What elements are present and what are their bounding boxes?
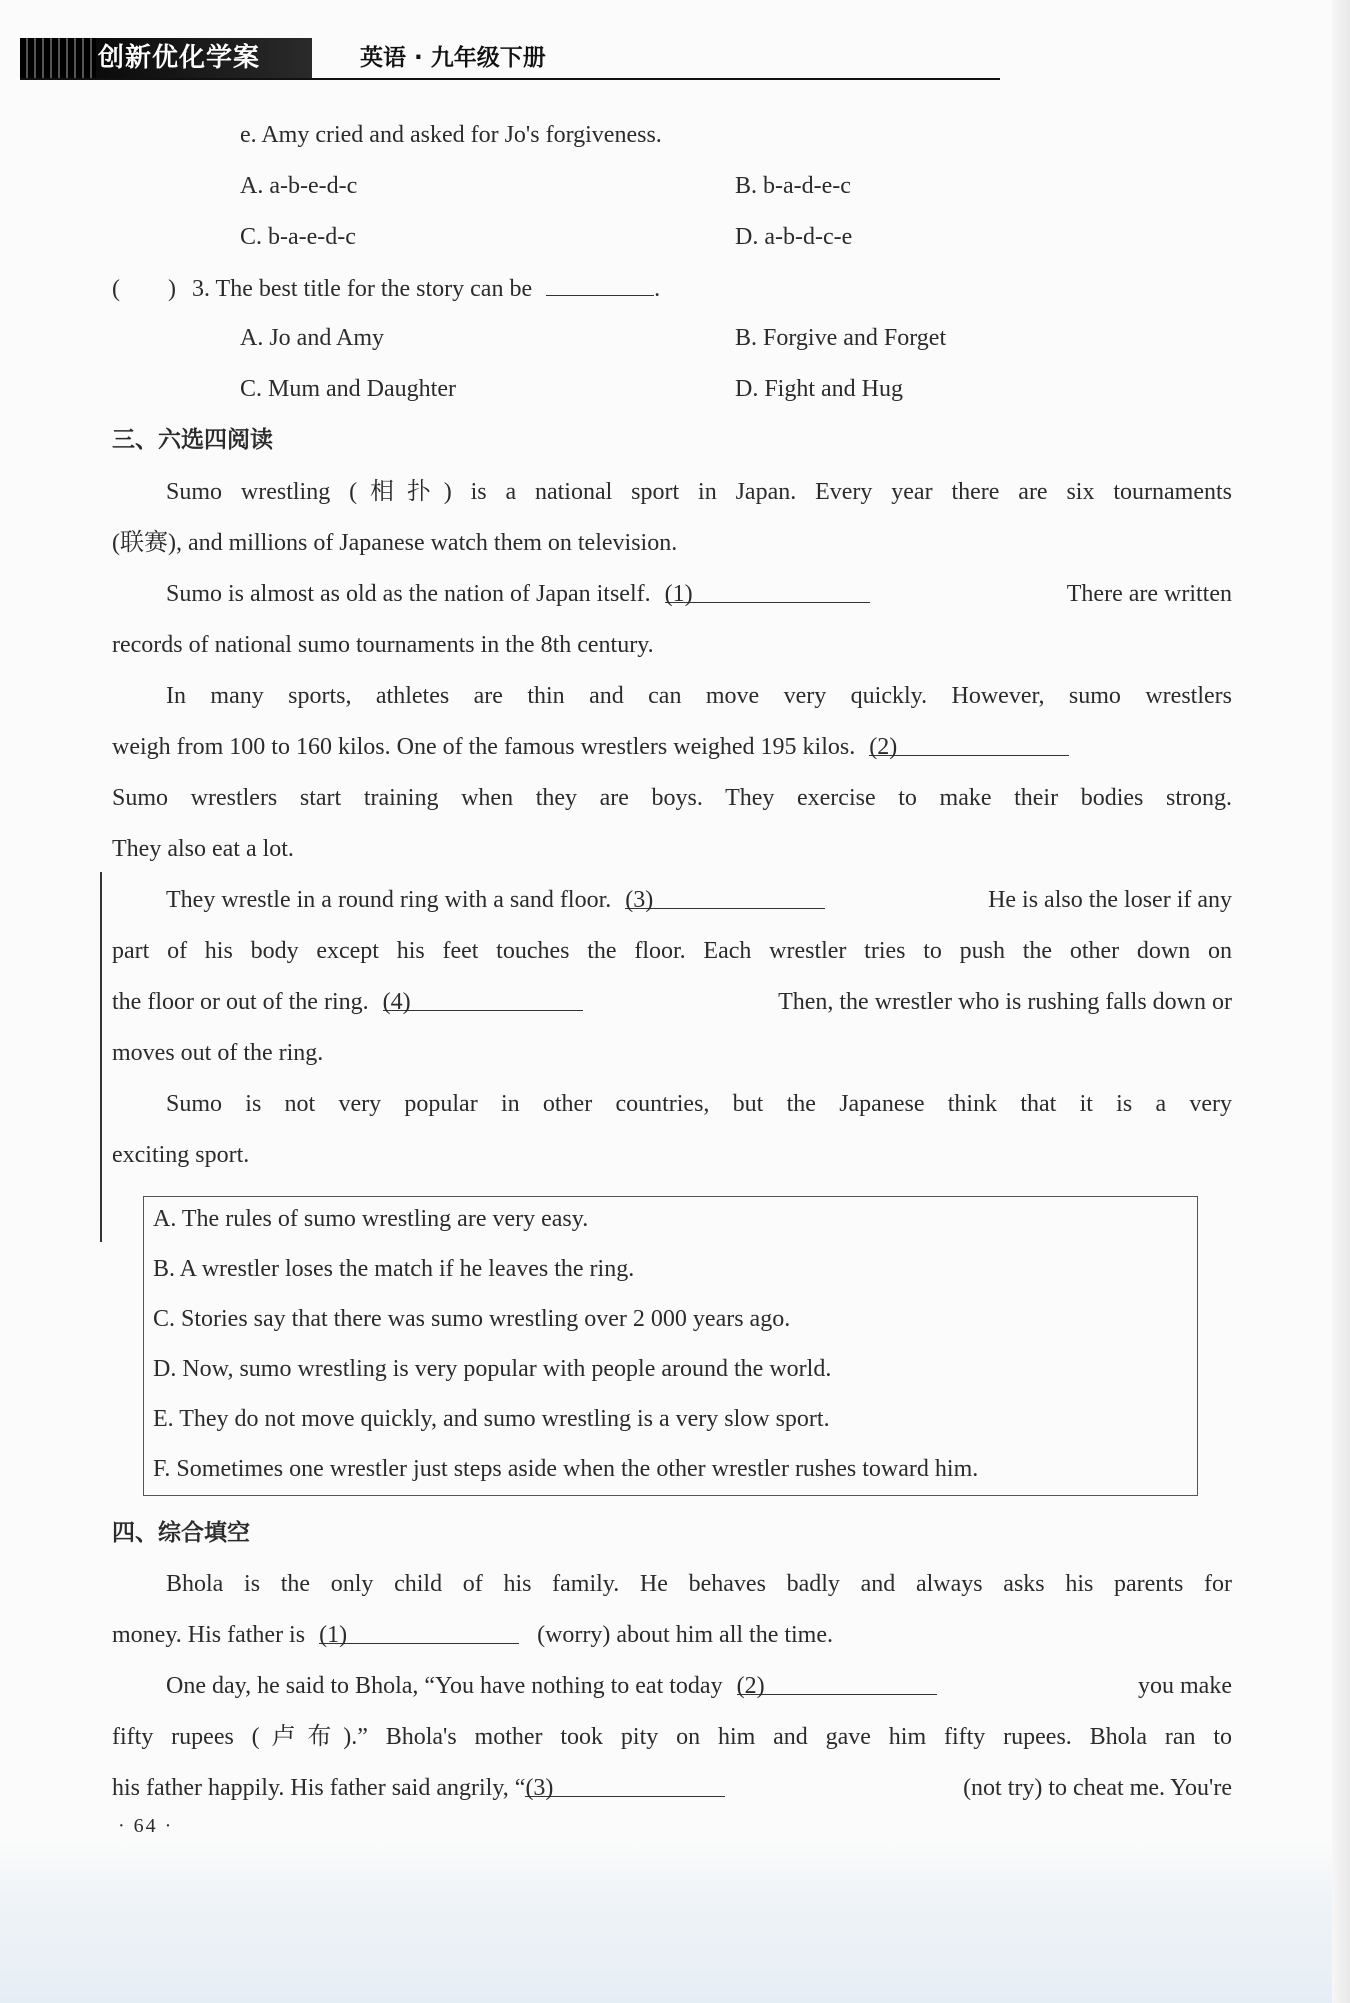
header-rule	[20, 78, 1000, 80]
q2-option-d: D. a-b-d-c-e	[735, 224, 853, 250]
para-text: the floor or out of the ring.	[112, 989, 369, 1015]
q3-stem	[112, 271, 660, 305]
para-line: Sumo wrestlers start training when they are boys. They exercise to make their bodies strong.	[112, 785, 1232, 811]
para-line	[166, 578, 1232, 610]
blank-number: (3)	[625, 887, 654, 913]
blank-1[interactable]	[319, 1619, 519, 1648]
para-line: Bhola is the only child of his family. He behaves badly and always asks his parents for	[166, 1571, 1232, 1597]
scan-shadow	[0, 1840, 1350, 2003]
para-text: weigh from 100 to 160 kilos. One of the famous wrestlers weighed 195 kilos.	[112, 734, 856, 760]
blank-2[interactable]	[869, 731, 1069, 760]
para-text: (not try) to cheat me. You're	[963, 1775, 1232, 1801]
q3-option-d: D. Fight and Hug	[735, 376, 903, 402]
para-line	[166, 884, 1232, 916]
para-text: They wrestle in a round ring with a sand floor.	[166, 887, 612, 913]
section-title: 三、六选四阅读	[112, 427, 273, 453]
blank-4[interactable]	[382, 986, 583, 1015]
blank-number: (3)	[525, 1775, 554, 1801]
page-edge	[1332, 0, 1350, 2003]
blank-number: (2)	[736, 1673, 765, 1699]
para-line: They also eat a lot.	[112, 836, 294, 862]
para-text: (worry) about him all the time.	[537, 1622, 833, 1648]
page-header	[20, 38, 1000, 80]
section-title: 四、综合填空	[112, 1520, 250, 1546]
q2-option-b: B. b-a-d-e-c	[735, 173, 851, 199]
para-line: Sumo wrestling (相扑) is a national sport in Japan. Every year there are six tournaments	[166, 479, 1232, 505]
blank-number: (1)	[319, 1622, 348, 1648]
q2-option-c: C. b-a-e-d-c	[240, 224, 356, 250]
option-c: C. Stories say that there was sumo wrestling over 2 000 years ago.	[153, 1306, 791, 1332]
q3-period: .	[654, 276, 661, 302]
q3-text: 3. The best title for the story can be	[191, 276, 533, 302]
para-text: One day, he said to Bhola, “You have nothing to eat today	[166, 1673, 723, 1699]
para-line: part of his body except his feet touches the floor. Each wrestler tries to push the other down on	[112, 938, 1232, 964]
brand-stripes	[20, 38, 96, 78]
q3-blank[interactable]	[546, 271, 654, 296]
para-line	[112, 1772, 1232, 1804]
blank-2[interactable]	[736, 1670, 937, 1699]
q3-option-b: B. Forgive and Forget	[735, 325, 947, 351]
margin-mark	[100, 872, 102, 1242]
option-e: E. They do not move quickly, and sumo wrestling is a very slow sport.	[153, 1406, 830, 1432]
para-text: There are written	[1066, 581, 1232, 607]
para-line: In many sports, athletes are thin and can move very quickly. However, sumo wrestlers	[166, 683, 1232, 709]
blank-3[interactable]	[525, 1772, 725, 1801]
blank-number: (1)	[664, 581, 693, 607]
para-text: Sumo is almost as old as the nation of Japan itself.	[166, 581, 651, 607]
para-line: (联赛), and millions of Japanese watch them on television.	[112, 530, 678, 556]
para-line: Sumo is not very popular in other countries, but the Japanese think that it is a very	[166, 1091, 1232, 1117]
para-line	[166, 1670, 1232, 1702]
para-line	[112, 1619, 833, 1651]
blank-1[interactable]	[664, 578, 870, 607]
q3-option-a: A. Jo and Amy	[240, 325, 384, 351]
para-line	[112, 731, 1232, 763]
option-a: A. The rules of sumo wrestling are very easy.	[153, 1206, 589, 1232]
para-line: moves out of the ring.	[112, 1040, 324, 1066]
para-text: you make	[1138, 1673, 1232, 1699]
para-text: Then, the wrestler who is rushing falls down or	[778, 989, 1232, 1015]
answer-paren: ( )	[112, 276, 176, 302]
blank-number: (2)	[869, 734, 898, 760]
option-f: F. Sometimes one wrestler just steps aside when the other wrestler rushes toward him.	[153, 1456, 979, 1482]
blank-number: (4)	[382, 989, 411, 1015]
options-box	[143, 1196, 1198, 1496]
para-line: fifty rupees (卢布).” Bhola's mother took pity on him and gave him fifty rupees. Bhola ran to	[112, 1724, 1232, 1750]
para-line	[112, 986, 1232, 1018]
option-b: B. A wrestler loses the match if he leaves the ring.	[153, 1256, 635, 1282]
q2-option-a: A. a-b-e-d-c	[240, 173, 358, 199]
para-text: money. His father is	[112, 1622, 306, 1648]
para-line: records of national sumo tournaments in the 8th century.	[112, 632, 654, 658]
para-line: exciting sport.	[112, 1142, 250, 1168]
brand-logo	[20, 38, 312, 78]
page-number: · 64 ·	[118, 1815, 174, 1837]
subject-title: 英语 · 九年级下册	[360, 45, 546, 71]
blank-3[interactable]	[625, 884, 825, 913]
q3-option-c: C. Mum and Daughter	[240, 376, 456, 402]
brand-text: 创新优化学案	[98, 43, 261, 73]
para-text: He is also the loser if any	[988, 887, 1232, 913]
option-d: D. Now, sumo wrestling is very popular with people around the world.	[153, 1356, 832, 1382]
item-e: e. Amy cried and asked for Jo's forgiveness.	[240, 122, 662, 148]
para-text: his father happily. His father said angrily, “	[112, 1775, 526, 1801]
